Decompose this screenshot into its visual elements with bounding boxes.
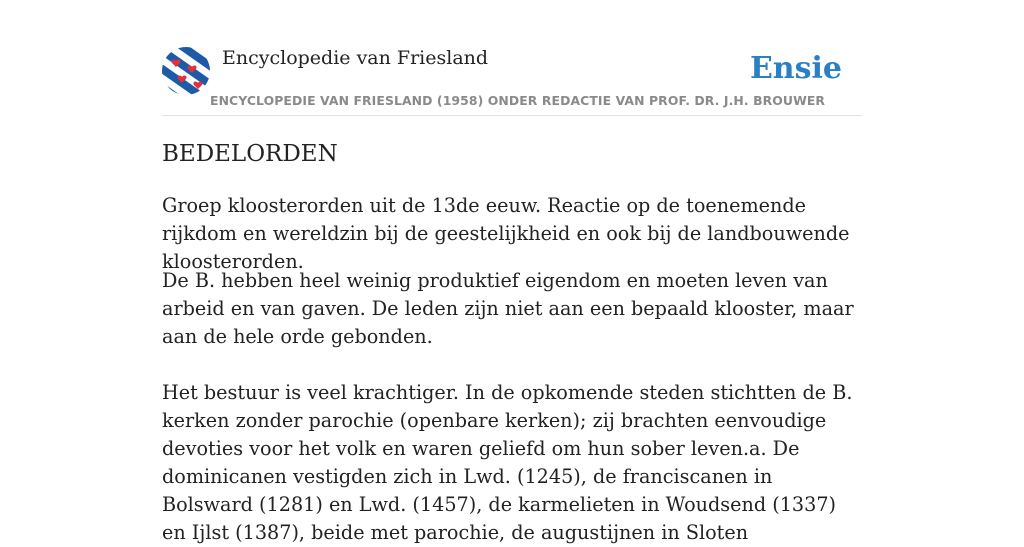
article-paragraph-2: De B. hebben heel weinig produktief eigendom en moeten leven van arbeid en van gaven. De leden zijn niet aan een bepaald klooster, maar aan de hele orde gebonden. <box>162 269 854 348</box>
article-page <box>162 0 862 544</box>
header-divider <box>162 115 862 116</box>
article-paragraph-3: Het bestuur is veel krachtiger. In de opkomende steden stichtten de B. kerken zonder parochie (openbare kerken); zij brachten eenvoudige devoties voor het volk en waren geliefd om hun sober leven.a. De dominicanen vestigden zich in Lwd. (1245), de franciscanen in Bolsward (1281) en Lwd. (1457), de karmelieten in Woudsend (1337) en Ijlst (1387), beide met parochie, de augustijnen in Sloten <box>162 381 853 544</box>
site-subtitle: ENCYCLOPEDIE VAN FRIESLAND (1958) ONDER REDACTIE VAN PROF. DR. J.H. BROUWER <box>210 93 826 108</box>
article-paragraph-1: Groep kloosterorden uit de 13de eeuw. Reactie op de toenemende rijkdom en wereldzin bij de geestelijkheid en ook bij de landbouwende kloosterorden. <box>162 194 850 273</box>
brand-logo-text[interactable]: Ensie <box>749 51 842 86</box>
frisian-flag-logo-icon[interactable] <box>162 47 210 95</box>
article-title: BEDELORDEN <box>162 141 338 167</box>
site-title[interactable]: Encyclopedie van Friesland <box>222 47 489 69</box>
